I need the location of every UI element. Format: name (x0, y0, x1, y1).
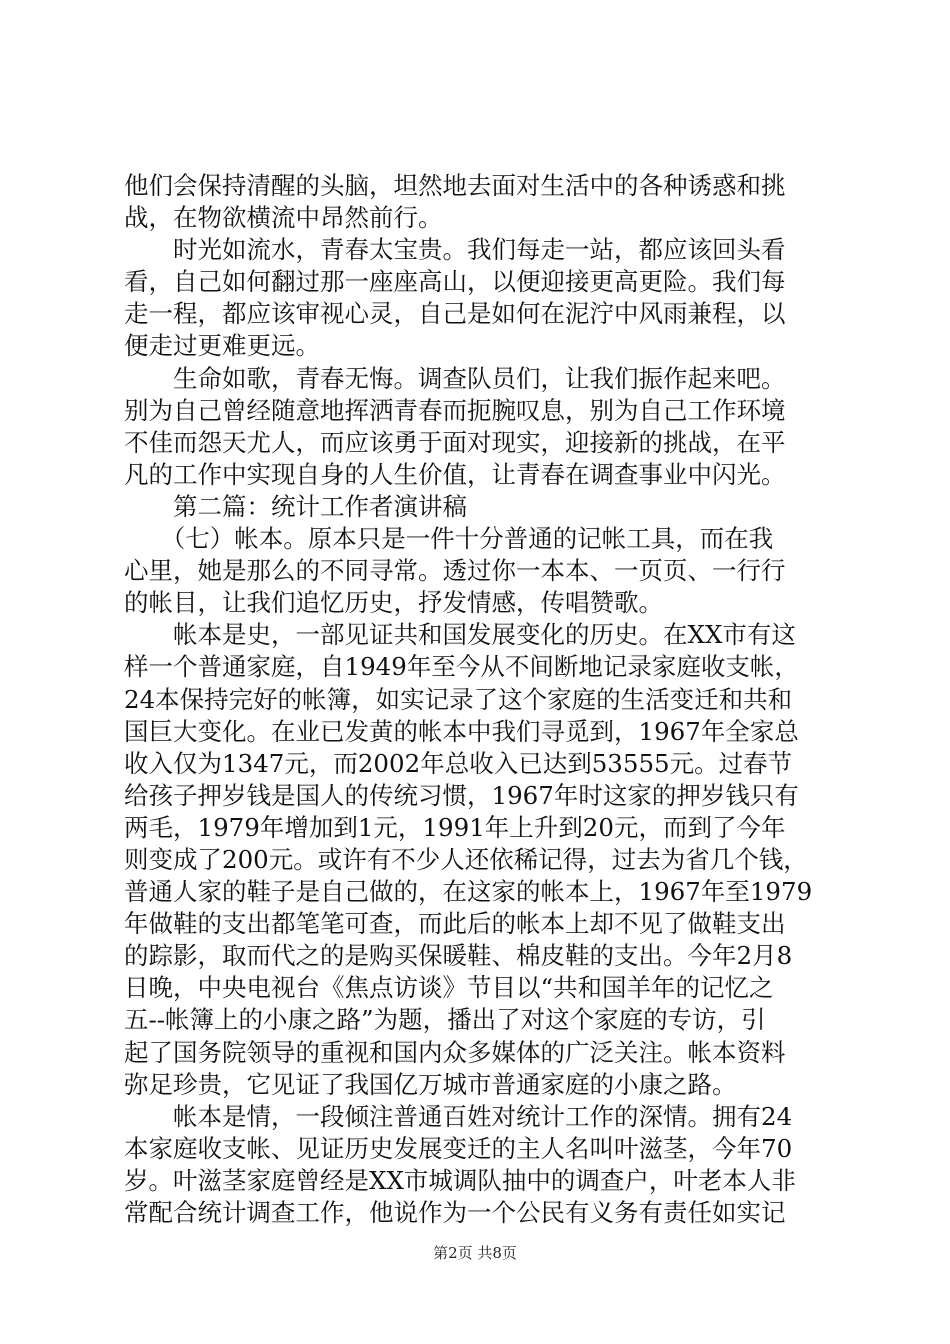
text-line: 日晚，中央电视台《焦点访谈》节目以“共和国羊年的记忆之 (124, 973, 774, 1003)
text-line: 的帐目，让我们追忆历史，抒发情感，传唱赞歌。 (124, 588, 663, 618)
text-line: 两毛，1979年增加到1元，1991年上升到20元，而到了今年 (124, 812, 786, 842)
text-line: 帐本是史，一部见证共和国发展变化的历史。在XX市有这 (124, 620, 796, 650)
text-line: （七）帐本。原本只是一件十分普通的记帐工具，而在我 (124, 524, 774, 554)
text-line: 别为自己曾经随意地挥洒青春而扼腕叹息，别为自己工作环境 (124, 395, 786, 425)
text-line: 生命如歌，青春无悔。调查队员们，让我们振作起来吧。 (124, 363, 786, 393)
text-line: 看，自己如何翻过那一座座高山，以便迎接更高更险。我们每 (124, 267, 786, 297)
text-line: 他们会保持清醒的头脑，坦然地去面对生活中的各种诱惑和挑 (124, 171, 786, 200)
text-line: 走一程，都应该审视心灵，自己是如何在泥泞中风雨兼程，以 (124, 299, 786, 329)
text-line: 第二篇：统计工作者演讲稿 (124, 491, 467, 521)
text-line: 收入仅为1347元，而2002年总收入已达到53555元。过春节 (124, 748, 793, 778)
text-line: 起了国务院领导的重视和国内众多媒体的广泛关注。帐本资料 (124, 1037, 786, 1067)
text-line: 不佳而怨天尤人，而应该勇于面对现实，迎接新的挑战，在平 (124, 427, 786, 457)
text-line: 给孩子押岁钱是国人的传统习惯，1967年时这家的押岁钱只有 (124, 780, 799, 810)
document-body (124, 170, 836, 1229)
text-line: 岁。叶滋茎家庭曾经是XX市城调队抽中的调查户，叶老本人非 (124, 1165, 796, 1195)
text-line: 常配合统计调查工作，他说作为一个公民有义务有责任如实记 (124, 1198, 786, 1227)
text-line: 年做鞋的支出都笔笔可查，而此后的帐本上却不见了做鞋支出 (124, 909, 786, 939)
text-line: 心里，她是那么的不同寻常。透过你一本本、一页页、一行行 (124, 556, 786, 586)
text-line: 弥足珍贵，它见证了我国亿万城市普通家庭的小康之路。 (124, 1069, 737, 1099)
text-line: 则变成了200元。或许有不少人还依稀记得，过去为省几个钱， (124, 844, 808, 874)
text-line: 时光如流水，青春太宝贵。我们每走一站，都应该回头看 (124, 235, 786, 265)
page-footer: 第2页 共8页 (433, 1244, 517, 1262)
text-line: 帐本是情，一段倾注普通百姓对统计工作的深情。拥有24 (124, 1101, 793, 1131)
text-line: 便走过更难更远。 (124, 331, 320, 361)
text-line: 凡的工作中实现自身的人生价值，让青春在调查事业中闪光。 (124, 459, 786, 489)
text-line: 普通人家的鞋子是自己做的，在这家的帐本上，1967年至1979 (124, 877, 813, 907)
text-line: 样一个普通家庭，自1949年至今从不间断地记录家庭收支帐， (124, 652, 799, 682)
text-line: 24本保持完好的帐簿，如实记录了这个家庭的生活变迁和共和 (124, 684, 793, 714)
text-line: 的踪影，取而代之的是购买保暖鞋、棉皮鞋的支出。今年2月8 (124, 941, 793, 971)
text-line: 本家庭收支帐、见证历史发展变迁的主人名叫叶滋茎，今年70 (124, 1133, 793, 1163)
text-line: 国巨大变化。在业已发黄的帐本中我们寻觅到，1967年全家总 (124, 716, 799, 746)
text-line: 五--帐簿上的小康之路”为题，播出了对这个家庭的专访，引 (124, 1005, 766, 1035)
text-line: 战，在物欲横流中昂然前行。 (124, 203, 443, 233)
